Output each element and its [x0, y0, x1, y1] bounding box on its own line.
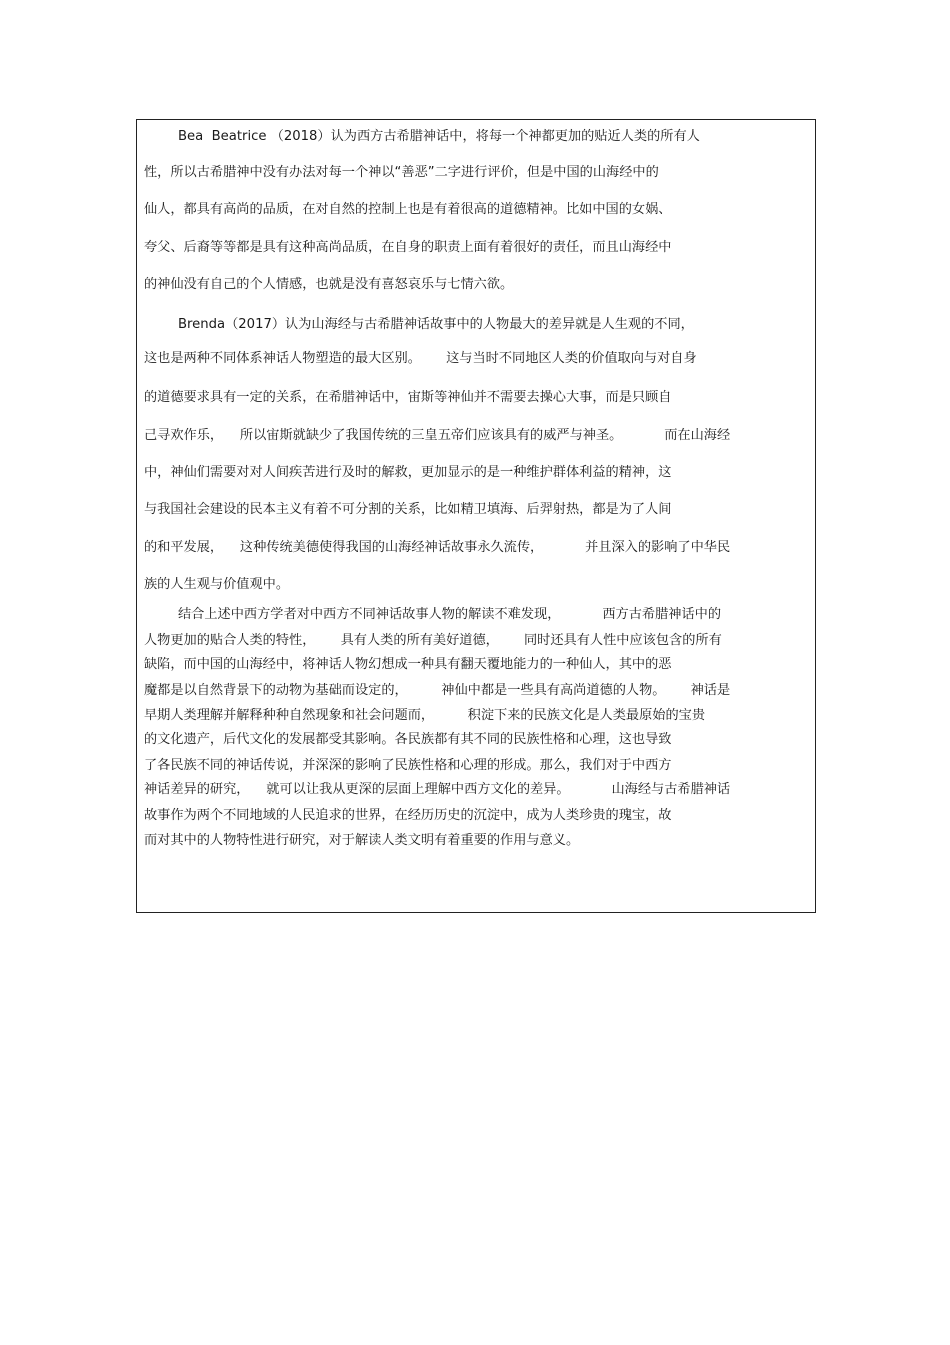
paragraph-3-line-3: 缺陷，而中国的山海经中，将神话人物幻想成一种具有翻天覆地能力的一种仙人，其中的恶	[144, 657, 672, 672]
paragraph-3-line-7: 了各民族不同的神话传说，并深深的影响了民族性格和心理的形成。那么，我们对于中西方	[144, 758, 672, 773]
paragraph-1-line-5: 的神仙没有自己的个人情感，也就是没有喜怒哀乐与七情六欲。	[144, 277, 514, 292]
paragraph-1-line-4: 夸父、后裔等等都是具有这种高尚品质，在自身的职责上面有着很好的责任，而且山海经中	[144, 240, 672, 255]
paragraph-1-line-2: 性，所以古希腊神中没有办法对每一个神以“善恶”二字进行评价，但是中国的山海经中的	[144, 165, 659, 180]
paragraph-2-line-8: 族的人生观与价值观中。	[144, 577, 290, 592]
paragraph-3-line-1: 结合上述中西方学者对中西方不同神话故事人物的解读不难发现， 西方古希腊神话中的	[178, 607, 722, 622]
paragraph-1-line-3: 仙人，都具有高尚的品质，在对自然的控制上也是有着很高的道德精神。比如中国的女娲、	[144, 202, 672, 217]
paragraph-1-line-1: Bea Beatrice （2018）认为西方古希腊神话中，将每一个神都更加的贴近人类的所有人	[178, 129, 700, 144]
paragraph-2-line-7: 的和平发展， 这种传统美德使得我国的山海经神话故事永久流传， 并且深入的影响了中华民	[144, 540, 731, 555]
paragraph-3-line-6: 的文化遗产，后代文化的发展都受其影响。各民族都有其不同的民族性格和心理，这也导致	[144, 732, 672, 747]
paragraph-3-line-2: 人物更加的贴合人类的特性， 具有人类的所有美好道德， 同时还具有人性中应该包含的所有	[144, 633, 722, 648]
paragraph-2-line-4: 己寻欢作乐， 所以宙斯就缺少了我国传统的三皇五帝们应该具有的威严与神圣。 而在山海经	[144, 428, 731, 443]
paragraph-2-line-3: 的道德要求具有一定的关系，在希腊神话中，宙斯等神仙并不需要去操心大事，而是只顾自	[144, 390, 672, 405]
paragraph-3-line-8: 神话差异的研究， 就可以让我从更深的层面上理解中西方文化的差异。 山海经与古希腊神话	[144, 782, 731, 797]
paragraph-3-line-5: 早期人类理解并解释种种自然现象和社会问题而， 积淀下来的民族文化是人类最原始的宝贵	[144, 708, 706, 723]
paragraph-2-line-5: 中，神仙们需要对对人间疾苦进行及时的解救，更加显示的是一种维护群体利益的精神，这	[144, 465, 672, 480]
paragraph-2-line-2: 这也是两种不同体系神话人物塑造的最大区别。 这与当时不同地区人类的价值取向与对自身	[144, 351, 697, 366]
paragraph-3-line-4: 魔都是以自然背景下的动物为基础而设定的， 神仙中都是一些具有高尚道德的人物。 神话是	[144, 683, 731, 698]
paragraph-2-line-6: 与我国社会建设的民本主义有着不可分割的关系，比如精卫填海、后羿射热，都是为了人间	[144, 502, 672, 517]
paragraph-2-line-1: Brenda（2017）认为山海经与古希腊神话故事中的人物最大的差异就是人生观的不同，	[178, 317, 694, 332]
paragraph-3-line-10: 而对其中的人物特性进行研究，对于解读人类文明有着重要的作用与意义。	[144, 833, 580, 848]
paragraph-3-line-9: 故事作为两个不同地域的人民追求的世界，在经历历史的沉淀中，成为人类珍贵的瑰宝，故	[144, 808, 672, 823]
